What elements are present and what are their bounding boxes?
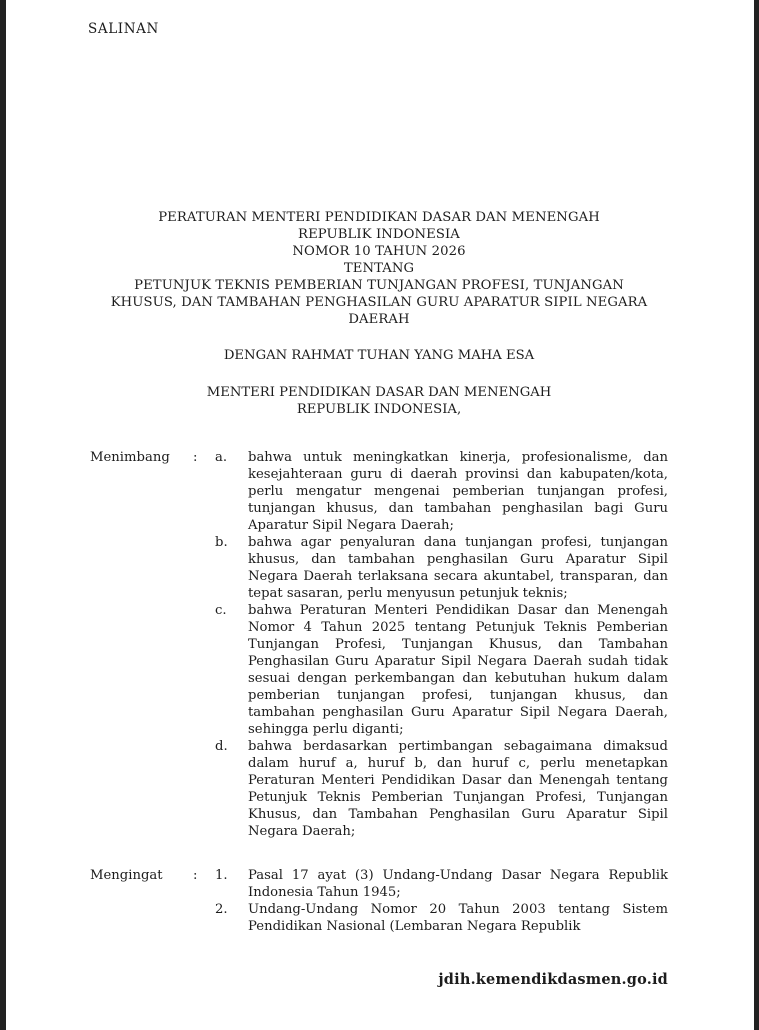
document-title — [90, 209, 668, 328]
item-text: Undang-Undang Nomor 20 Tahun 2003 tentang Sistem Pendidikan Nasional (Lembaran Negara Republik — [248, 902, 668, 934]
title-line: DAERAH — [348, 312, 410, 327]
item-marker: d. — [215, 739, 228, 754]
consideration-item — [215, 602, 668, 738]
title-line: NOMOR 10 TAHUN 2026 — [292, 244, 466, 259]
consideration-item — [215, 534, 668, 602]
page-edge-left — [0, 0, 6, 1030]
title-line: REPUBLIK INDONESIA — [298, 227, 460, 242]
legal-basis-item — [215, 901, 668, 935]
item-text: bahwa untuk meningkatkan kinerja, profesionalisme, dan kesejahteraan guru di daerah provinsi dan kabupaten/kota, perlu mengatur mengenai pemberian tunjangan profesi, tunjangan khusus, dan tambahan penghasilan bagi Guru Aparatur Sipil Negara Daerah; — [248, 450, 668, 533]
consideration-item — [215, 738, 668, 840]
considering-items — [215, 449, 668, 840]
title-line: KHUSUS, DAN TAMBAHAN PENGHASILAN GURU APARATUR SIPIL NEGARA — [110, 295, 648, 310]
item-text: bahwa agar penyaluran dana tunjangan profesi, tunjangan khusus, dan tambahan penghasilan Guru Aparatur Sipil Negara Daerah terlaksana secara akuntabel, transparan, dan tepat sasaran, perlu menyusun petunjuk teknis; — [248, 535, 668, 601]
title-line: PERATURAN MENTERI PENDIDIKAN DASAR DAN MENENGAH — [158, 210, 600, 225]
authority-line: REPUBLIK INDONESIA, — [296, 402, 462, 417]
colon-separator: : — [193, 450, 198, 465]
copy-stamp: SALINAN — [88, 21, 159, 37]
authority-line: MENTERI PENDIDIKAN DASAR DAN MENENGAH — [206, 385, 552, 400]
motto-line: DENGAN RAHMAT TUHAN YANG MAHA ESA — [223, 348, 535, 363]
legal-basis-section — [90, 867, 668, 935]
considering-section — [90, 449, 668, 840]
colon-separator: : — [193, 868, 198, 883]
item-marker: a. — [215, 450, 228, 465]
item-text: bahwa Peraturan Menteri Pendidikan Dasar dan Menengah Nomor 4 Tahun 2025 tentang Petunjuk Teknis Pemberian Tunjangan Profesi, Tunjangan Khusus, dan Tambahan Penghasilan Guru Aparatur Sipil Negara Daerah sudah tidak sesuai dengan perkembangan dan kebutuhan hukum dalam pemberian tunjangan profesi, tunjangan khusus, dan tambahan penghasilan Guru Aparatur Sipil Negara Daerah, sehingga perlu diganti; — [248, 603, 668, 737]
legal-basis-items — [215, 867, 668, 935]
legal-basis-label: Mengingat — [90, 868, 163, 883]
title-line: TENTANG — [343, 261, 415, 276]
authority-block — [90, 384, 668, 418]
item-text: bahwa berdasarkan pertimbangan sebagaimana dimaksud dalam huruf a, huruf b, dan huruf c, perlu menetapkan Peraturan Menteri Pendidikan Dasar dan Menengah tentang Petunjuk Teknis Pemberian Tunjangan Profesi, Tunjangan Khusus, dan Tambahan Penghasilan Guru Aparatur Sipil Negara Daerah; — [248, 739, 668, 839]
considering-label: Menimbang — [90, 450, 170, 465]
consideration-item — [215, 449, 668, 534]
item-marker: c. — [215, 603, 227, 618]
footer-website: jdih.kemendikdasmen.go.id — [438, 971, 668, 988]
title-line: PETUNJUK TEKNIS PEMBERIAN TUNJANGAN PROFESI, TUNJANGAN — [134, 278, 624, 293]
item-text: Pasal 17 ayat (3) Undang-Undang Dasar Negara Republik Indonesia Tahun 1945; — [248, 868, 668, 900]
item-marker: b. — [215, 535, 228, 550]
item-marker: 1. — [215, 868, 228, 883]
item-marker: 2. — [215, 902, 228, 917]
legal-basis-item — [215, 867, 668, 901]
page-edge-right — [754, 0, 759, 1030]
